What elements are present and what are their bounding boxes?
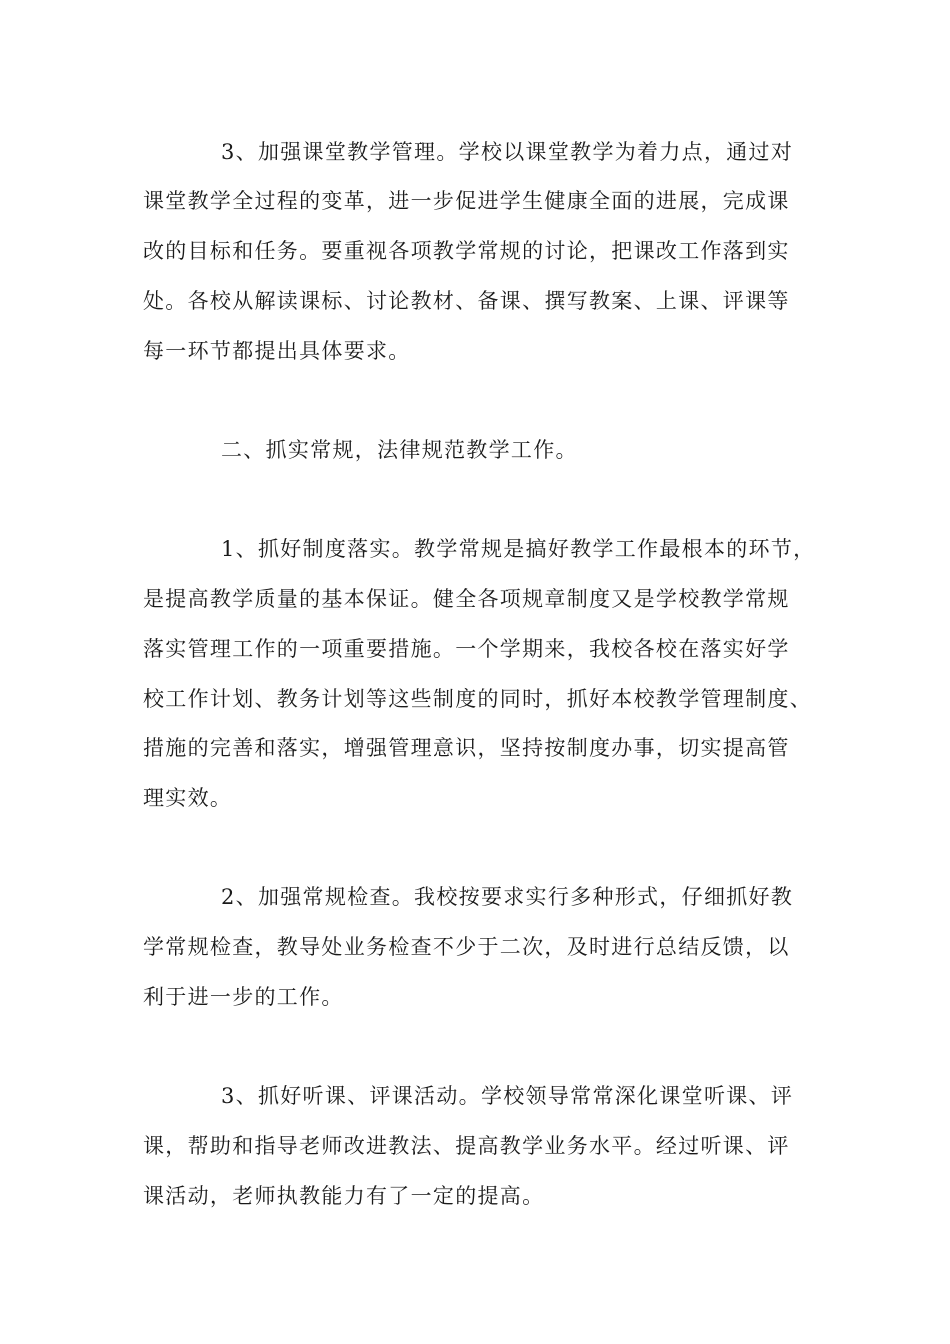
paragraph-1-line-1: 3、加强课堂教学管理。学校以课堂教学为着力点，通过对: [221, 140, 794, 164]
paragraph-1-line-4: 处。各校从解读课标、讨论教材、备课、撰写教案、上课、评课等: [143, 289, 790, 313]
paragraph-5-line-3: 课活动，老师执教能力有了一定的提高。: [143, 1184, 545, 1208]
paragraph-3-line-3: 落实管理工作的一项重要措施。一个学期来，我校各校在落实好学: [143, 637, 790, 661]
paragraph-3-line-5: 措施的完善和落实，增强管理意识，坚持按制度办事，切实提高管: [143, 736, 790, 760]
paragraph-4-line-1: 2、加强常规检查。我校按要求实行多种形式，仔细抓好教: [221, 885, 794, 909]
paragraph-4-line-2: 学常规检查，教导处业务检查不少于二次，及时进行总结反馈，以: [143, 935, 790, 959]
paragraph-1-line-3: 改的目标和任务。要重视各项教学常规的讨论，把课改工作落到实: [143, 239, 790, 263]
paragraph-3-line-6: 理实效。: [143, 786, 233, 810]
paragraph-3-line-4: 校工作计划、教务计划等这些制度的同时，抓好本校教学管理制度、: [143, 687, 812, 711]
paragraph-3-line-1: 1、抓好制度落实。教学常规是搞好教学工作最根本的环节，: [221, 537, 816, 561]
section-heading: 二、抓实常规，法律规范教学工作。: [221, 438, 578, 462]
paragraph-3-line-2: 是提高教学质量的基本保证。健全各项规章制度又是学校教学常规: [143, 587, 790, 611]
paragraph-1-line-5: 每一环节都提出具体要求。: [143, 339, 411, 363]
paragraph-5-line-1: 3、抓好听课、评课活动。学校领导常常深化课堂听课、评: [221, 1084, 794, 1108]
paragraph-1-line-2: 课堂教学全过程的变革，进一步促进学生健康全面的进展，完成课: [143, 189, 790, 213]
paragraph-4-line-3: 利于进一步的工作。: [143, 985, 344, 1009]
paragraph-5-line-2: 课，帮助和指导老师改进教法、提高教学业务水平。经过听课、评: [143, 1134, 790, 1158]
